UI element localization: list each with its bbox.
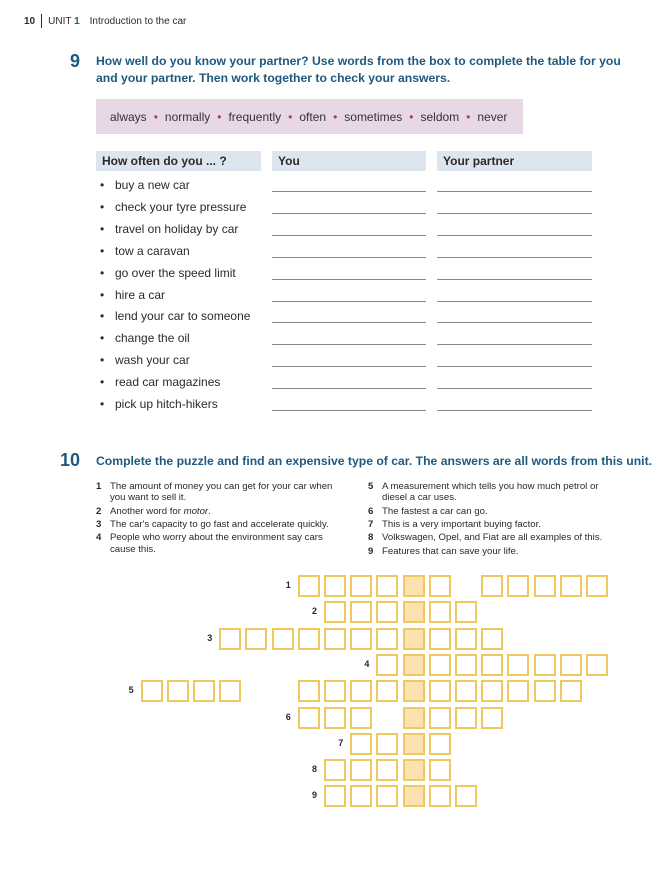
clue-number: 9 (368, 545, 374, 557)
activity-label: lend your car to someone (115, 309, 251, 324)
you-answer-line[interactable] (272, 322, 426, 323)
puzzle-cell[interactable] (376, 575, 398, 597)
puzzle-row-number: 9 (312, 790, 318, 801)
clue-8 (368, 532, 608, 543)
word-box-item: frequently (228, 109, 282, 124)
puzzle-cell[interactable] (455, 680, 477, 702)
puzzle-cell[interactable] (193, 680, 215, 702)
word-box-item: seldom (420, 109, 460, 124)
clue-text: People who worry about the environment say cars cause this. (110, 532, 323, 555)
puzzle-cell[interactable] (429, 575, 451, 597)
puzzle-cell[interactable] (350, 601, 372, 623)
puzzle-row-number: 7 (338, 737, 344, 748)
header-divider (41, 14, 42, 28)
activity-row (100, 393, 218, 415)
you-answer-line[interactable] (272, 344, 426, 345)
activity-label: hire a car (115, 287, 166, 302)
puzzle-cell[interactable] (507, 680, 529, 702)
puzzle-cell[interactable] (376, 680, 398, 702)
puzzle-cell-highlighted[interactable] (403, 733, 425, 755)
partner-answer-line[interactable] (437, 213, 592, 214)
puzzle-cell[interactable] (429, 707, 451, 729)
puzzle-cell[interactable] (429, 785, 451, 807)
bullet: • (100, 309, 105, 324)
header-how-often: How often do you ... ? (96, 151, 261, 171)
clue-9 (368, 546, 608, 557)
you-answer-line[interactable] (272, 410, 426, 411)
puzzle-cell[interactable] (481, 575, 503, 597)
partner-answer-line[interactable] (437, 366, 592, 367)
puzzle-cell[interactable] (560, 654, 582, 676)
puzzle-cell[interactable] (429, 680, 451, 702)
puzzle-cell[interactable] (481, 680, 503, 702)
activity-row (100, 196, 246, 218)
you-answer-line[interactable] (272, 213, 426, 214)
unit-label: UNIT 1 (48, 15, 80, 27)
bullet: • (100, 199, 105, 214)
puzzle-cell-highlighted[interactable] (403, 680, 425, 702)
activity-label: travel on holiday by car (115, 221, 239, 236)
clue-text: Volkswagen, Opel, and Fiat are all examples of this. (382, 532, 603, 544)
puzzle-cell[interactable] (350, 733, 372, 755)
bullet: • (100, 243, 105, 258)
puzzle-cell-highlighted[interactable] (403, 601, 425, 623)
word-box (96, 99, 523, 134)
puzzle-cell[interactable] (350, 707, 372, 729)
activity-row (100, 240, 190, 262)
puzzle-cell[interactable] (560, 680, 582, 702)
puzzle-cell[interactable] (507, 575, 529, 597)
header-your-partner: Your partner (437, 151, 592, 171)
partner-answer-line[interactable] (437, 344, 592, 345)
partner-answer-line[interactable] (437, 235, 592, 236)
you-answer-line[interactable] (272, 388, 426, 389)
bullet: • (100, 375, 105, 390)
partner-answer-line[interactable] (437, 191, 592, 192)
activity-row (100, 371, 220, 393)
clue-2 (96, 506, 346, 517)
clue-number: 6 (368, 505, 374, 517)
puzzle-cell[interactable] (455, 601, 477, 623)
clue-text: Another word for motor. (110, 505, 211, 517)
word-separator-dot: • (466, 109, 471, 124)
puzzle-cell[interactable] (245, 628, 267, 650)
word-separator-dot: • (333, 109, 338, 124)
puzzle-cell[interactable] (376, 785, 398, 807)
activity-row (100, 305, 250, 327)
puzzle-cell[interactable] (481, 654, 503, 676)
activity-row (100, 262, 236, 284)
puzzle-cell[interactable] (560, 575, 582, 597)
clue-number: 8 (368, 532, 374, 544)
puzzle-cell[interactable] (324, 759, 346, 781)
puzzle-cell[interactable] (455, 785, 477, 807)
clue-1 (96, 481, 346, 503)
puzzle-cell[interactable] (350, 575, 372, 597)
puzzle-row-number: 8 (312, 764, 318, 775)
clue-number: 1 (96, 481, 102, 492)
puzzle-cell[interactable] (481, 707, 503, 729)
partner-answer-line[interactable] (437, 388, 592, 389)
puzzle-row-number: 6 (285, 711, 291, 722)
word-box-item: sometimes (344, 109, 403, 124)
clue-number: 7 (368, 518, 374, 530)
activity-row (100, 284, 165, 306)
bullet: • (100, 265, 105, 280)
bullet: • (100, 353, 105, 368)
puzzle-cell[interactable] (534, 654, 556, 676)
activity-row (100, 349, 190, 371)
puzzle-cell[interactable] (324, 575, 346, 597)
puzzle-cell[interactable] (298, 628, 320, 650)
puzzle-cell[interactable] (167, 680, 189, 702)
puzzle-cell-highlighted[interactable] (403, 654, 425, 676)
puzzle-cell[interactable] (298, 707, 320, 729)
activity-row (100, 174, 190, 196)
puzzle-cell-highlighted[interactable] (403, 575, 425, 597)
puzzle-cell[interactable] (298, 575, 320, 597)
puzzle-cell[interactable] (350, 785, 372, 807)
clue-text: A measurement which tells you how much petrol or diesel a car uses. (382, 481, 599, 504)
puzzle-cell[interactable] (376, 654, 398, 676)
puzzle-cell[interactable] (429, 628, 451, 650)
word-box-item: always (110, 109, 147, 124)
clues-left (96, 481, 346, 557)
puzzle-row-number: 5 (128, 685, 134, 696)
bullet: • (100, 221, 105, 236)
clue-text: The fastest a car can go. (382, 505, 488, 517)
puzzle-cell[interactable] (350, 628, 372, 650)
section-title: Introduction to the car (89, 15, 187, 27)
you-answer-line[interactable] (272, 191, 426, 192)
puzzle-cell-highlighted[interactable] (403, 628, 425, 650)
exercise-9-instruction: How well do you know your partner? Use words from the box to complete the table for you and your partner. Then work together to check your answers. (96, 54, 621, 85)
puzzle-cell[interactable] (350, 759, 372, 781)
activity-row (100, 327, 190, 349)
partner-answer-line[interactable] (437, 410, 592, 411)
bullet: • (100, 287, 105, 302)
page-header (24, 14, 186, 28)
clue-number: 4 (96, 532, 102, 544)
puzzle-cell[interactable] (481, 628, 503, 650)
activity-label: tow a caravan (115, 243, 190, 258)
clue-text: This is a very important buying factor. (382, 518, 541, 530)
activity-label: change the oil (115, 331, 190, 346)
you-answer-line[interactable] (272, 366, 426, 367)
unit-number: 1 (74, 15, 80, 27)
puzzle-cell-highlighted[interactable] (403, 707, 425, 729)
clue-7 (368, 519, 608, 530)
activity-label: pick up hitch-hikers (115, 397, 218, 411)
puzzle-cell[interactable] (298, 680, 320, 702)
puzzle-row-number: 3 (207, 632, 213, 643)
puzzle-cell[interactable] (534, 575, 556, 597)
puzzle-cell[interactable] (324, 707, 346, 729)
clue-4 (96, 532, 346, 554)
puzzle-cell[interactable] (455, 654, 477, 676)
puzzle-cell[interactable] (586, 575, 608, 597)
puzzle-cell[interactable] (429, 601, 451, 623)
puzzle-cell[interactable] (219, 628, 241, 650)
puzzle-cell[interactable] (350, 680, 372, 702)
puzzle-cell[interactable] (324, 680, 346, 702)
clue-text: The car's capacity to go fast and accelerate quickly. (110, 518, 329, 530)
puzzle-cell[interactable] (507, 654, 529, 676)
activity-label: wash your car (115, 353, 190, 368)
bullet: • (100, 397, 105, 411)
exercise-10-instruction: Complete the puzzle and find an expensive type of car. The answers are all words from this unit. (96, 454, 653, 468)
puzzle-cell[interactable] (324, 785, 346, 807)
puzzle-row-number: 2 (312, 606, 318, 617)
partner-answer-line[interactable] (437, 279, 592, 280)
word-box-item: normally (164, 109, 211, 124)
activity-label: check your tyre pressure (115, 199, 247, 214)
clue-number: 5 (368, 481, 374, 492)
clue-text: The amount of money you can get for your car when you want to sell it. (110, 481, 333, 504)
puzzle-cell-highlighted[interactable] (403, 785, 425, 807)
puzzle-cell[interactable] (534, 680, 556, 702)
activity-label: go over the speed limit (115, 265, 236, 280)
bullet: • (100, 331, 105, 346)
you-answer-line[interactable] (272, 279, 426, 280)
puzzle-cell[interactable] (376, 733, 398, 755)
puzzle-cell[interactable] (429, 654, 451, 676)
word-box-item: never (477, 109, 508, 124)
puzzle-cell[interactable] (376, 759, 398, 781)
puzzle-row-number: 4 (364, 658, 370, 669)
puzzle-cell[interactable] (324, 601, 346, 623)
clues-right (368, 481, 608, 559)
partner-answer-line[interactable] (437, 257, 592, 258)
you-answer-line[interactable] (272, 235, 426, 236)
exercise-9-number: 9 (70, 51, 81, 71)
partner-answer-line[interactable] (437, 322, 592, 323)
page-number: 10 (24, 15, 36, 27)
clue-text: Features that can save your life. (382, 545, 519, 557)
activity-row (100, 218, 238, 240)
word-separator-dot: • (288, 109, 293, 124)
word-box-item: often (299, 109, 327, 124)
exercise-10-number: 10 (60, 450, 81, 470)
word-separator-dot: • (153, 109, 158, 124)
activity-label: read car magazines (115, 375, 221, 390)
you-answer-line[interactable] (272, 301, 426, 302)
partner-answer-line[interactable] (437, 301, 592, 302)
puzzle-cell-highlighted[interactable] (403, 759, 425, 781)
clue-6 (368, 506, 608, 517)
puzzle-cell[interactable] (272, 628, 294, 650)
clue-number: 2 (96, 505, 102, 517)
word-separator-dot: • (409, 109, 414, 124)
header-you: You (272, 151, 426, 171)
puzzle-cell[interactable] (376, 601, 398, 623)
puzzle-cell[interactable] (324, 628, 346, 650)
puzzle-cell[interactable] (219, 680, 241, 702)
word-separator-dot: • (217, 109, 222, 124)
clue-5 (368, 481, 608, 503)
puzzle-cell[interactable] (455, 707, 477, 729)
puzzle-cell[interactable] (376, 628, 398, 650)
activity-label: buy a new car (115, 178, 190, 192)
clue-number: 3 (96, 518, 102, 530)
puzzle-cell[interactable] (429, 759, 451, 781)
bullet: • (100, 178, 105, 192)
clue-3 (96, 519, 346, 530)
puzzle-cell[interactable] (455, 628, 477, 650)
you-answer-line[interactable] (272, 257, 426, 258)
puzzle-cell[interactable] (586, 654, 608, 676)
puzzle-cell[interactable] (141, 680, 163, 702)
puzzle-cell[interactable] (429, 733, 451, 755)
puzzle-row-number: 1 (285, 580, 291, 590)
